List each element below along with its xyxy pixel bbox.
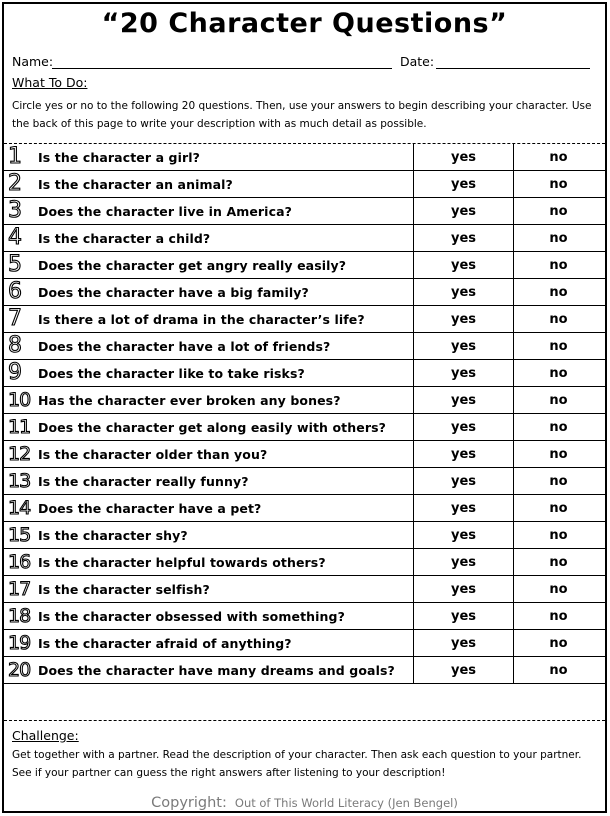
question-text: Is the character really funny? [38, 474, 249, 489]
question-row [4, 603, 605, 630]
question-number: 18 [8, 605, 31, 627]
yes-option[interactable]: yes [414, 252, 514, 278]
no-option[interactable]: no [549, 474, 568, 489]
challenge-heading: Challenge: [12, 728, 79, 743]
question-row [4, 630, 605, 657]
question-cell [4, 603, 414, 629]
no-option[interactable]: no [549, 663, 568, 678]
question-row [4, 306, 605, 333]
question-row [4, 576, 605, 603]
question-number: 7 [8, 306, 21, 331]
no-option[interactable]: no [549, 231, 568, 246]
yes-option[interactable]: yes [414, 441, 514, 467]
question-text: Does the character have a big family? [38, 285, 309, 300]
yes-option[interactable]: yes [414, 495, 514, 521]
no-option[interactable]: no [549, 204, 568, 219]
yes-option[interactable]: yes [414, 306, 514, 332]
question-text: Does the character have a pet? [38, 501, 262, 516]
question-cell [4, 549, 414, 575]
question-cell [4, 630, 414, 656]
question-text: Does the character like to take risks? [38, 366, 305, 381]
question-cell [4, 441, 414, 467]
question-row [4, 144, 605, 171]
question-row [4, 657, 605, 684]
question-row [4, 441, 605, 468]
question-cell [4, 171, 414, 197]
question-row [4, 252, 605, 279]
no-option[interactable]: no [549, 150, 568, 165]
yes-option[interactable]: yes [414, 414, 514, 440]
divider-bottom [4, 720, 605, 721]
no-option[interactable]: no [549, 312, 568, 327]
question-number: 11 [8, 416, 31, 438]
question-cell [4, 306, 414, 332]
question-text: Does the character get along easily with others? [38, 420, 386, 435]
question-cell [4, 144, 414, 170]
questions-table [4, 144, 605, 684]
question-number: 13 [8, 470, 31, 492]
question-text: Has the character ever broken any bones? [38, 393, 341, 408]
yes-option[interactable]: yes [414, 360, 514, 386]
question-text: Is the character helpful towards others? [38, 555, 326, 570]
copyright-label: Copyright: [151, 795, 227, 811]
question-number: 17 [8, 578, 31, 600]
question-number: 20 [8, 659, 31, 681]
no-option[interactable]: no [549, 366, 568, 381]
question-cell [4, 225, 414, 251]
no-option[interactable]: no [549, 339, 568, 354]
question-text: Is the character shy? [38, 528, 188, 543]
question-cell [4, 522, 414, 548]
question-cell [4, 468, 414, 494]
date-field[interactable] [436, 68, 590, 69]
question-text: Is the character obsessed with something? [38, 609, 345, 624]
question-text: Is the character an animal? [38, 177, 233, 192]
question-cell [4, 387, 414, 413]
no-option[interactable]: no [549, 528, 568, 543]
copyright-footer [4, 792, 605, 811]
question-cell [4, 657, 414, 683]
question-number: 1 [8, 144, 21, 169]
question-text: Is the character afraid of anything? [38, 636, 292, 651]
yes-option[interactable]: yes [414, 630, 514, 656]
question-number: 3 [8, 198, 21, 223]
question-cell [4, 414, 414, 440]
question-row [4, 387, 605, 414]
yes-option[interactable]: yes [414, 387, 514, 413]
no-option[interactable]: no [549, 420, 568, 435]
yes-option[interactable]: yes [414, 522, 514, 548]
question-text: Does the character have many dreams and goals? [38, 663, 395, 678]
question-cell [4, 495, 414, 521]
question-row [4, 522, 605, 549]
yes-option[interactable]: yes [414, 225, 514, 251]
yes-option[interactable]: yes [414, 468, 514, 494]
question-row [4, 171, 605, 198]
question-number: 2 [8, 171, 21, 196]
yes-option[interactable]: yes [414, 279, 514, 305]
name-label: Name: [12, 54, 54, 69]
no-option[interactable]: no [549, 258, 568, 273]
yes-option[interactable]: yes [414, 144, 514, 170]
question-number: 19 [8, 632, 31, 654]
yes-option[interactable]: yes [414, 603, 514, 629]
question-number: 4 [8, 225, 21, 250]
no-option[interactable]: no [549, 501, 568, 516]
yes-option[interactable]: yes [414, 657, 514, 683]
challenge-text: Get together with a partner. Read the description of your character. Then ask each question to your partner. See if your partner can guess the right answers after listening to your description! [12, 749, 582, 779]
question-text: Is the character a girl? [38, 150, 200, 165]
question-cell [4, 279, 414, 305]
no-option[interactable]: no [549, 555, 568, 570]
question-number: 14 [8, 497, 31, 519]
instructions-text: Circle yes or no to the following 20 questions. Then, use your answers to begin describing your character. Use the back of this page to write your description with as much detail as possible. [12, 100, 592, 130]
worksheet-page [2, 2, 607, 813]
no-option[interactable]: no [549, 393, 568, 408]
question-cell [4, 252, 414, 278]
no-option[interactable]: no [549, 285, 568, 300]
question-row [4, 225, 605, 252]
question-cell [4, 360, 414, 386]
question-number: 10 [8, 389, 31, 411]
no-option[interactable]: no [549, 636, 568, 651]
question-text: Does the character live in America? [38, 204, 292, 219]
yes-option[interactable]: yes [414, 333, 514, 359]
question-row [4, 279, 605, 306]
question-text: Is the character a child? [38, 231, 211, 246]
question-text: Does the character have a lot of friends? [38, 339, 331, 354]
question-row [4, 333, 605, 360]
no-option[interactable]: no [549, 582, 568, 597]
yes-option[interactable]: yes [414, 198, 514, 224]
question-row [4, 495, 605, 522]
no-option[interactable]: no [549, 447, 568, 462]
question-text: Does the character get angry really easily? [38, 258, 347, 273]
question-text: Is the character selfish? [38, 582, 210, 597]
no-option[interactable]: no [549, 177, 568, 192]
yes-option[interactable]: yes [414, 171, 514, 197]
question-row [4, 360, 605, 387]
question-cell [4, 333, 414, 359]
question-number: 8 [8, 333, 21, 358]
question-number: 6 [8, 279, 21, 304]
no-option[interactable]: no [549, 609, 568, 624]
copyright-owner: Out of This World Literacy (Jen Bengel) [234, 796, 458, 810]
question-number: 16 [8, 551, 31, 573]
question-row [4, 414, 605, 441]
instructions-heading: What To Do: [12, 75, 88, 90]
question-number: 15 [8, 524, 31, 546]
question-cell [4, 198, 414, 224]
name-field[interactable] [52, 68, 392, 69]
question-cell [4, 576, 414, 602]
question-number: 9 [8, 360, 21, 385]
question-row [4, 549, 605, 576]
question-text: Is there a lot of drama in the character’s life? [38, 312, 365, 327]
question-row [4, 198, 605, 225]
question-number: 12 [8, 443, 31, 465]
yes-option[interactable]: yes [414, 576, 514, 602]
date-label: Date: [400, 54, 435, 69]
question-text: Is the character older than you? [38, 447, 268, 462]
question-number: 5 [8, 252, 21, 277]
question-row [4, 468, 605, 495]
page-title: “20 Character Questions” [101, 8, 508, 39]
yes-option[interactable]: yes [414, 549, 514, 575]
